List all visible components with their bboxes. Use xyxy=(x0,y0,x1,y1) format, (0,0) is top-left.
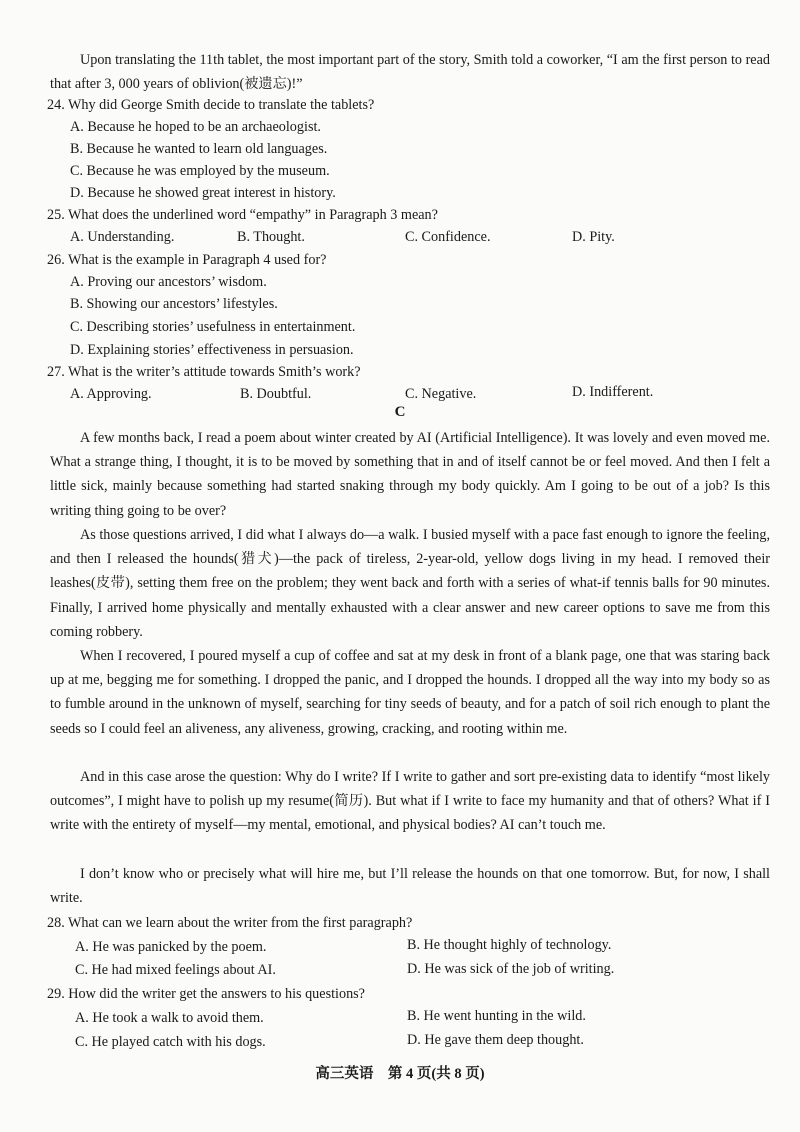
section-c-paragraph-3: When I recovered, I poured myself a cup of coffee and sat at my desk in front of a blank page, one that was staring back up at me, begging me for something. I dropped the panic, and I dropped the hounds. I dropped all the way into my body so as to fumble around in the unknown of myself, searching for tiny seeds of beauty, and for a patch of soil rich enough to plant the seeds so I could feel an aliveness, any aliveness, growing, cracking, and rooting within me. xyxy=(50,648,770,737)
intro-paragraph: Upon translating the 11th tablet, the most important part of the story, Smith told a coworker, “I am the first person to read that after 3, 000 years of oblivion(被遗忘)!” xyxy=(50,52,770,93)
question-25-option-a: A. Understanding. xyxy=(70,229,175,245)
question-27-option-a: A. Approving. xyxy=(70,386,152,402)
question-26-option-c: C. Describing stories’ usefulness in entertainment. xyxy=(70,319,356,335)
question-28-option-b: B. He thought highly of technology. xyxy=(407,937,612,953)
question-28-option-d: D. He was sick of the job of writing. xyxy=(407,961,615,977)
question-28-option-c: C. He had mixed feelings about AI. xyxy=(75,962,276,978)
question-29-stem: 29. How did the writer get the answers to his questions? xyxy=(47,986,365,1002)
question-29-option-b: B. He went hunting in the wild. xyxy=(407,1008,586,1024)
question-25-option-b: B. Thought. xyxy=(237,229,305,245)
section-c-paragraph-4: And in this case arose the question: Why do I write? If I write to gather and sort pre-existing data to identify “most likely outcomes”, I might have to polish up my resume(简历). But what if I write to face my humanity and that of others? What if I write with the entirety of myself—my mental, emotional, and physical bodies? AI can’t touch me. xyxy=(50,769,770,834)
question-27-option-b: B. Doubtful. xyxy=(240,386,312,402)
question-25-option-c: C. Confidence. xyxy=(405,229,491,245)
section-c-paragraph-5: I don’t know who or precisely what will hire me, but I’ll release the hounds on that one tomorrow. But, for now, I shall write. xyxy=(50,866,770,907)
section-c-paragraph-1: A few months back, I read a poem about winter created by AI (Artificial Intelligence). It was lovely and even moved me. What a strange thing, I thought, it is to be moved by something that in and of itself cannot be or feel moved. And then I felt a little sick, mainly because something had started snaking through my body quickly. Am I going to be out of a job? Is this writing thing going to be over? xyxy=(50,430,770,519)
page-footer: 高三英语 第 4 页(共 8 页) xyxy=(315,1066,485,1082)
question-27-option-c: C. Negative. xyxy=(405,386,477,402)
section-c-heading: C xyxy=(394,404,406,420)
question-29-option-a: A. He took a walk to avoid them. xyxy=(75,1010,264,1026)
question-27-stem: 27. What is the writer’s attitude towards Smith’s work? xyxy=(47,364,361,380)
question-27-option-d: D. Indifferent. xyxy=(572,384,654,400)
question-29-option-c: C. He played catch with his dogs. xyxy=(75,1034,266,1050)
question-26-stem: 26. What is the example in Paragraph 4 used for? xyxy=(47,252,327,268)
question-24-option-a: A. Because he hoped to be an archaeologist. xyxy=(70,119,321,135)
question-29-option-d: D. He gave them deep thought. xyxy=(407,1032,584,1048)
question-28-stem: 28. What can we learn about the writer from the first paragraph? xyxy=(47,915,413,931)
question-26-option-a: A. Proving our ancestors’ wisdom. xyxy=(70,274,267,290)
question-26-option-d: D. Explaining stories’ effectiveness in persuasion. xyxy=(70,342,354,358)
question-24-option-c: C. Because he was employed by the museum. xyxy=(70,163,330,179)
question-24-option-b: B. Because he wanted to learn old languages. xyxy=(70,141,328,157)
question-24-stem: 24. Why did George Smith decide to translate the tablets? xyxy=(47,97,375,113)
question-25-option-d: D. Pity. xyxy=(572,229,615,245)
question-25-stem: 25. What does the underlined word “empathy” in Paragraph 3 mean? xyxy=(47,207,438,223)
question-24-option-d: D. Because he showed great interest in history. xyxy=(70,185,336,201)
section-c-paragraph-2: As those questions arrived, I did what I always do—a walk. I busied myself with a pace fast enough to ignore the feeling, and then I released the hounds(猎犬)—the pack of tireless, 2-year-old, yellow dogs living in my head. I removed their leashes(皮带), setting them free on the problem; they went back and forth with a series of what-if tennis balls for 90 minutes. Finally, I arrived home physically and mentally exhausted with a clear answer and new career options to save me from this coming robbery. xyxy=(50,527,770,640)
question-28-option-a: A. He was panicked by the poem. xyxy=(75,939,267,955)
question-26-option-b: B. Showing our ancestors’ lifestyles. xyxy=(70,296,278,312)
